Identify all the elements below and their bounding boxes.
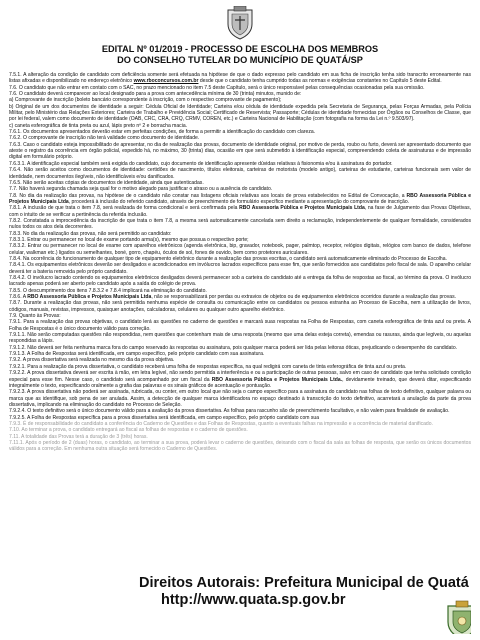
watermark-line-1: Direitos Autorais: Prefeitura Municipal de Quatá <box>139 575 469 591</box>
paragraph: 7.8.6. A RBO Assessoria Pública e Projetos Municipais Ltda, não se responsabilizará por perdas ou extravios de objetos ou de equipamentos eletrônicos ocorridos durante a realização das provas. <box>9 294 456 301</box>
paragraph: 7.6.2. O comprovante de inscrição não terá validade como documento de identidade. <box>9 135 200 142</box>
paragraph: 7.6.1. Os documentos apresentados deverão estar em perfeitas condições, de forma a permitir a identificação do candidato com clareza. <box>9 129 316 136</box>
paragraph: 7.6.3. Caso o candidato esteja impossibilitado de apresentar, no dia de realização das provas, documento de identidade original, por motivo de perda, roubo ou furto, deverá ser apresentado documento que ateste o registro da ocorrência em órgão policial, expedido há, no máximo, 30 (trinta) dias, ocasião em que será submetido à identificação especial, compreendendo coleta de assinaturas e de impressão digital em formulário próprio. <box>9 141 471 161</box>
paragraph: 7.6. O candidato que não entrar em contato com o SAC, no prazo mencionado no item 7.5 deste Capítulo, será o único responsável pelas consequências ocasionadas pela sua omissão. <box>9 84 425 91</box>
paragraph: 7.8.3. No dia da realização das provas, não será permitido ao candidato: <box>9 230 172 237</box>
paragraph: 7.9.1.3. A Folha de Respostas será identificada, em campo específico, pelo próprio candidato com sua assinatura. <box>9 351 265 358</box>
paragraph: 7.6.4. Não serão aceitos como documentos de identidade: certidões de nascimento, títulos eleitorais, carteiras de motorista (modelo antigo), carteiras de estudante, carteiras funcionais sem valor de identidade, nem documentos ilegíveis, não identificáveis e/ou danificados. <box>9 167 471 180</box>
paragraph: 7.9.3. É de responsabilidade do candidato a conferência do Caderno de Questões e das Folhas de Respostas, quanto a eventuais falhas na impressão e a ocorrência de material danificado. <box>9 420 433 427</box>
paragraph: 7.9.2.1. Para a realização da prova dissertativa, o candidato receberá uma folha de respostas específica, na qual redigirá com caneta de tinta esferográfica de tinta azul ou preta. <box>9 363 407 370</box>
paragraph: 7.8.2. Constatada a improcedência da inscrição de que trata o item 7.8, a mesma será automaticamente cancelada sem direito a reclamação, independentemente de qualquer formalidade, considerados nulos todos os atos dela decorrentes. <box>9 217 471 231</box>
paragraph: a) Comprovante de inscrição (boleto bancário correspondente à inscrição, com o respectivo comprovante de pagamento); <box>9 97 282 104</box>
paragraph: 7.9.1.1. Não serão computadas questões não respondidas, nem questões que contenham mais de uma resposta (mesmo que uma delas esteja correta), emendas ou rasuras, ainda que legíveis, ou aquelas respondidas a lápis. <box>9 332 471 345</box>
paragraph: b) Original de um dos documentos de identidade a seguir: Cédula Oficial de Identidade; Carteira e/ou cédula de identidade expedida pela Secretaria de Segurança, pelas Forças Armadas, pela Polícia Militar, pelo Ministério das Relações Exteriores; Carteira de Trabalho e Previdência Social; Certificado de Reservista; Passaporte; Cédulas de identidade fornecidas por Órgãos ou Conselhos de Classe, que por lei federal, valem como documento de identidade (OAB, CRC, CRA, CRQ, CRMV, COREN, etc.) e Carteira Nacional de Habilitação (com fotografia na forma da Lei n.º 9.503/97). <box>9 103 471 123</box>
paragraph: 7.6.5. Não serão aceitas cópias de documentos de identidade, ainda que autenticadas. <box>9 179 204 186</box>
paragraph: 7.8.3.1. Entrar ou permanecer no local de exame portando arma(s), mesmo que possua o respectivo porte; <box>9 236 249 243</box>
paragraph: 7.9.1.2. Não deverá ser feita nenhuma marca fora do campo reservado às respostas ou assinatura, pois qualquer marca poderá ser lida pelas leitoras óticas, prejudicando o desempenho do candidato. <box>9 344 458 351</box>
paragraph: 7.9.1. Para a realização das provas objetivas, o candidato lerá as questões no caderno de questões e marcará suas respostas na Folha de Respostas, com caneta esferográfica de tinta azul ou preta. A Folha de Respostas é o único documento válido para correção. <box>9 319 471 332</box>
paragraph: 7.6.3.1. A identificação especial também será exigida do candidato, cujo documento de identificação apresente dúvidas relativas à fisionomia e/ou à assinatura do portador. <box>9 160 393 167</box>
paragraph: 7.9.2.5. A Folha de Respostas específica para a prova dissertativa será identificada, em campo específico, pelo próprio candidato com sua <box>9 414 319 421</box>
document-page <box>9 6 471 634</box>
edital-subtitle: DO CONSELHO TUTELAR DO MUNICÍPIO DE QUATÁ/SP <box>117 55 363 65</box>
paragraph: 7.8.3.2. Entrar ou permanecer no local de exame com aparelhos eletrônicos (agenda eletrônica, bip, gravador, notebook, pager, palmtop, receptor, relógios digitais, relógios com banco de dados, telefone celular, walkman etc.) ligados ou semelhantes, boné, gorro, chapéu, óculos de sol, fones de ouvido, bem como protetores auriculares. <box>9 243 471 256</box>
paragraph: 7.9.2.3. A prova dissertativa não poderá ser assinada, rubricada, ou conter, em outro local que não seja o campo específico para a assinatura do candidato nas folhas de texto definitivo, qualquer palavra ou marca que as identifique, sob pena de ser anulada. Assim, a detecção de qualquer marca identificadora no espaço destinado à transcrição do texto definitivo, acarretará a anulação da parte da prova dissertativa, implicando na eliminação do candidato no Processo de Seleção. <box>9 389 471 408</box>
paragraph: 7.6. O candidato deverá comparecer ao local designado para a prova com antecedência mínima de 30 (trinta) minutos, munido de: <box>9 91 302 98</box>
paragraph: 7.9.2.4. O texto definitivo será o único documento válido para a avaliação da prova dissertativa. As folhas para rascunho são de preenchimento facultativo, e não valem para finalidade de avaliação. <box>9 408 450 415</box>
paragraph: 7.10. Ao terminar a prova, o candidato entregará ao fiscal as folhas de respostas e o caderno de questões. <box>9 427 248 434</box>
coat-of-arms-icon <box>224 6 256 40</box>
paragraph: 7.8.1. A inclusão de que trata o item 7.8, será realizada de forma condicional e será confirmada pela RBO Assessoria Pública e Projetos Municipais Ltda, na fase de Julgamento das Provas Objetivas, com o intuito de se verificar a pertinência da referida inclusão. <box>9 205 471 218</box>
municipal-seal-icon <box>445 600 471 634</box>
website-link[interactable]: www.rboconcursos.com.br <box>133 78 199 85</box>
paragraph: 7.5.1. A alteração da condição de candidato com deficiência somente será efetuada na hipótese de que o dado expresso pelo candidato em sua ficha de inscrição tenha sido transcrito erroneamente nas listas afixadas e disponibilizado no endereço eletrônico www.rboconcursos.com.br desde que o candidato tenha cumprido todas as normas e exigências constantes no Capítulo 5 deste Edital. <box>9 72 471 85</box>
paragraph: 7.8.4.2. O invólucro lacrado contendo os equipamentos eletrônicos desligados deverá permanecer sob a carteira do candidato até a entrega da folha de respostas ao fiscal, ao término da prova. O invólucro lacrado apenas poderá ser aberto pelo candidato após a saída do colégio de prova. <box>9 275 471 288</box>
paragraph: c) caneta esferográfica de tinta preta ou azul, lápis preto nº 2 e borracha macia. <box>9 122 188 129</box>
paragraph: 7.8.4.1. Os equipamentos eletrônicos deverão ser desligados e acondicionados em invólucros lacrados específicos para esse fim, que serão fornecidos aos candidatos pelo fiscal de sala. O aparelho celular deverá ter a bateria removida pelo próprio candidato. <box>9 262 471 275</box>
paragraph: 7.7. Não haverá segunda chamada seja qual for o motivo alegado para justificar o atraso ou a ausência do candidato. <box>9 186 273 193</box>
paragraph: 7.9. Quanto às Provas: <box>9 313 61 320</box>
edital-body <box>9 72 471 634</box>
paragraph: 7.11.1. Após o período de 2 (duas) horas, o candidato, ao terminar a sua prova, poderá levar o caderno de questões, deixando com o fiscal da sala as folhas de resposta, que serão os únicos documentos válidos para a correção. Em nenhuma outra situação será fornecido o Caderno de Questões. <box>9 439 471 453</box>
edital-title: EDITAL Nº 01/2019 - PROCESSO DE ESCOLHA DOS MEMBROS <box>101 44 379 54</box>
paragraph: 7.8.4. Na ocorrência do funcionamento de qualquer tipo de equipamento eletrônico durante a realização das provas escritas, o candidato será automaticamente eliminado do Processo de Escolha. <box>9 255 447 262</box>
paragraph: 7.11. A totalidade das Provas terá a duração de 3 (três) horas. <box>9 433 148 440</box>
paragraph: 7.8. No dia da realização das provas, na hipótese de o candidato não constar nas listagens oficiais relativas aos locais de prova estabelecidos no Edital de Convocação, a RBO Assessoria Pública e Projetos Municipais Ltda, procederá à inclusão do referido candidato, através de preenchimento de formulário específico mediante a apresentação do comprovante de inscrição. <box>9 192 471 205</box>
paragraph: 7.9.2.2. A prova dissertativa deverá ser escrita à mão, em letra legível, não sendo permitida a interferência e ou a participação de outras pessoas, salvo em caso de candidato que tenha solicitado condição especial para esse fim. Nesse caso, o candidato será acompanhado por um fiscal da RBO Assessoria Pública e Projetos Municipais Ltda., devidamente treinado, que deverá ditar, especificando integralmente o texto, especificando oralmente a grafia das palavras e os sinais gráficos de acentuação e pontuação. <box>9 370 471 389</box>
paragraph: 7.8.5. O descumprimento dos itens 7.8.3.2 e 7.8.4 implicará na eliminação do candidato. <box>9 287 207 294</box>
copyright-watermark <box>139 575 469 609</box>
paragraph: 7.8.7. Durante a realização das provas, não será permitida nenhuma espécie de consulta ou comunicação entre os candidatos ou pessoa estranha ao Processo de Escolha, nem a utilização de livros, códigos, manuais, revistas, impressos, quaisquer anotações, calculadoras, celulares ou qualquer outro aparelho eletrônico. <box>9 300 471 313</box>
paragraph: 7.9.2. A prova dissertativa será realizada no mesmo dia da prova objetiva. <box>9 357 175 364</box>
watermark-url[interactable]: http://www.quata.sp.gov.br <box>161 592 346 608</box>
